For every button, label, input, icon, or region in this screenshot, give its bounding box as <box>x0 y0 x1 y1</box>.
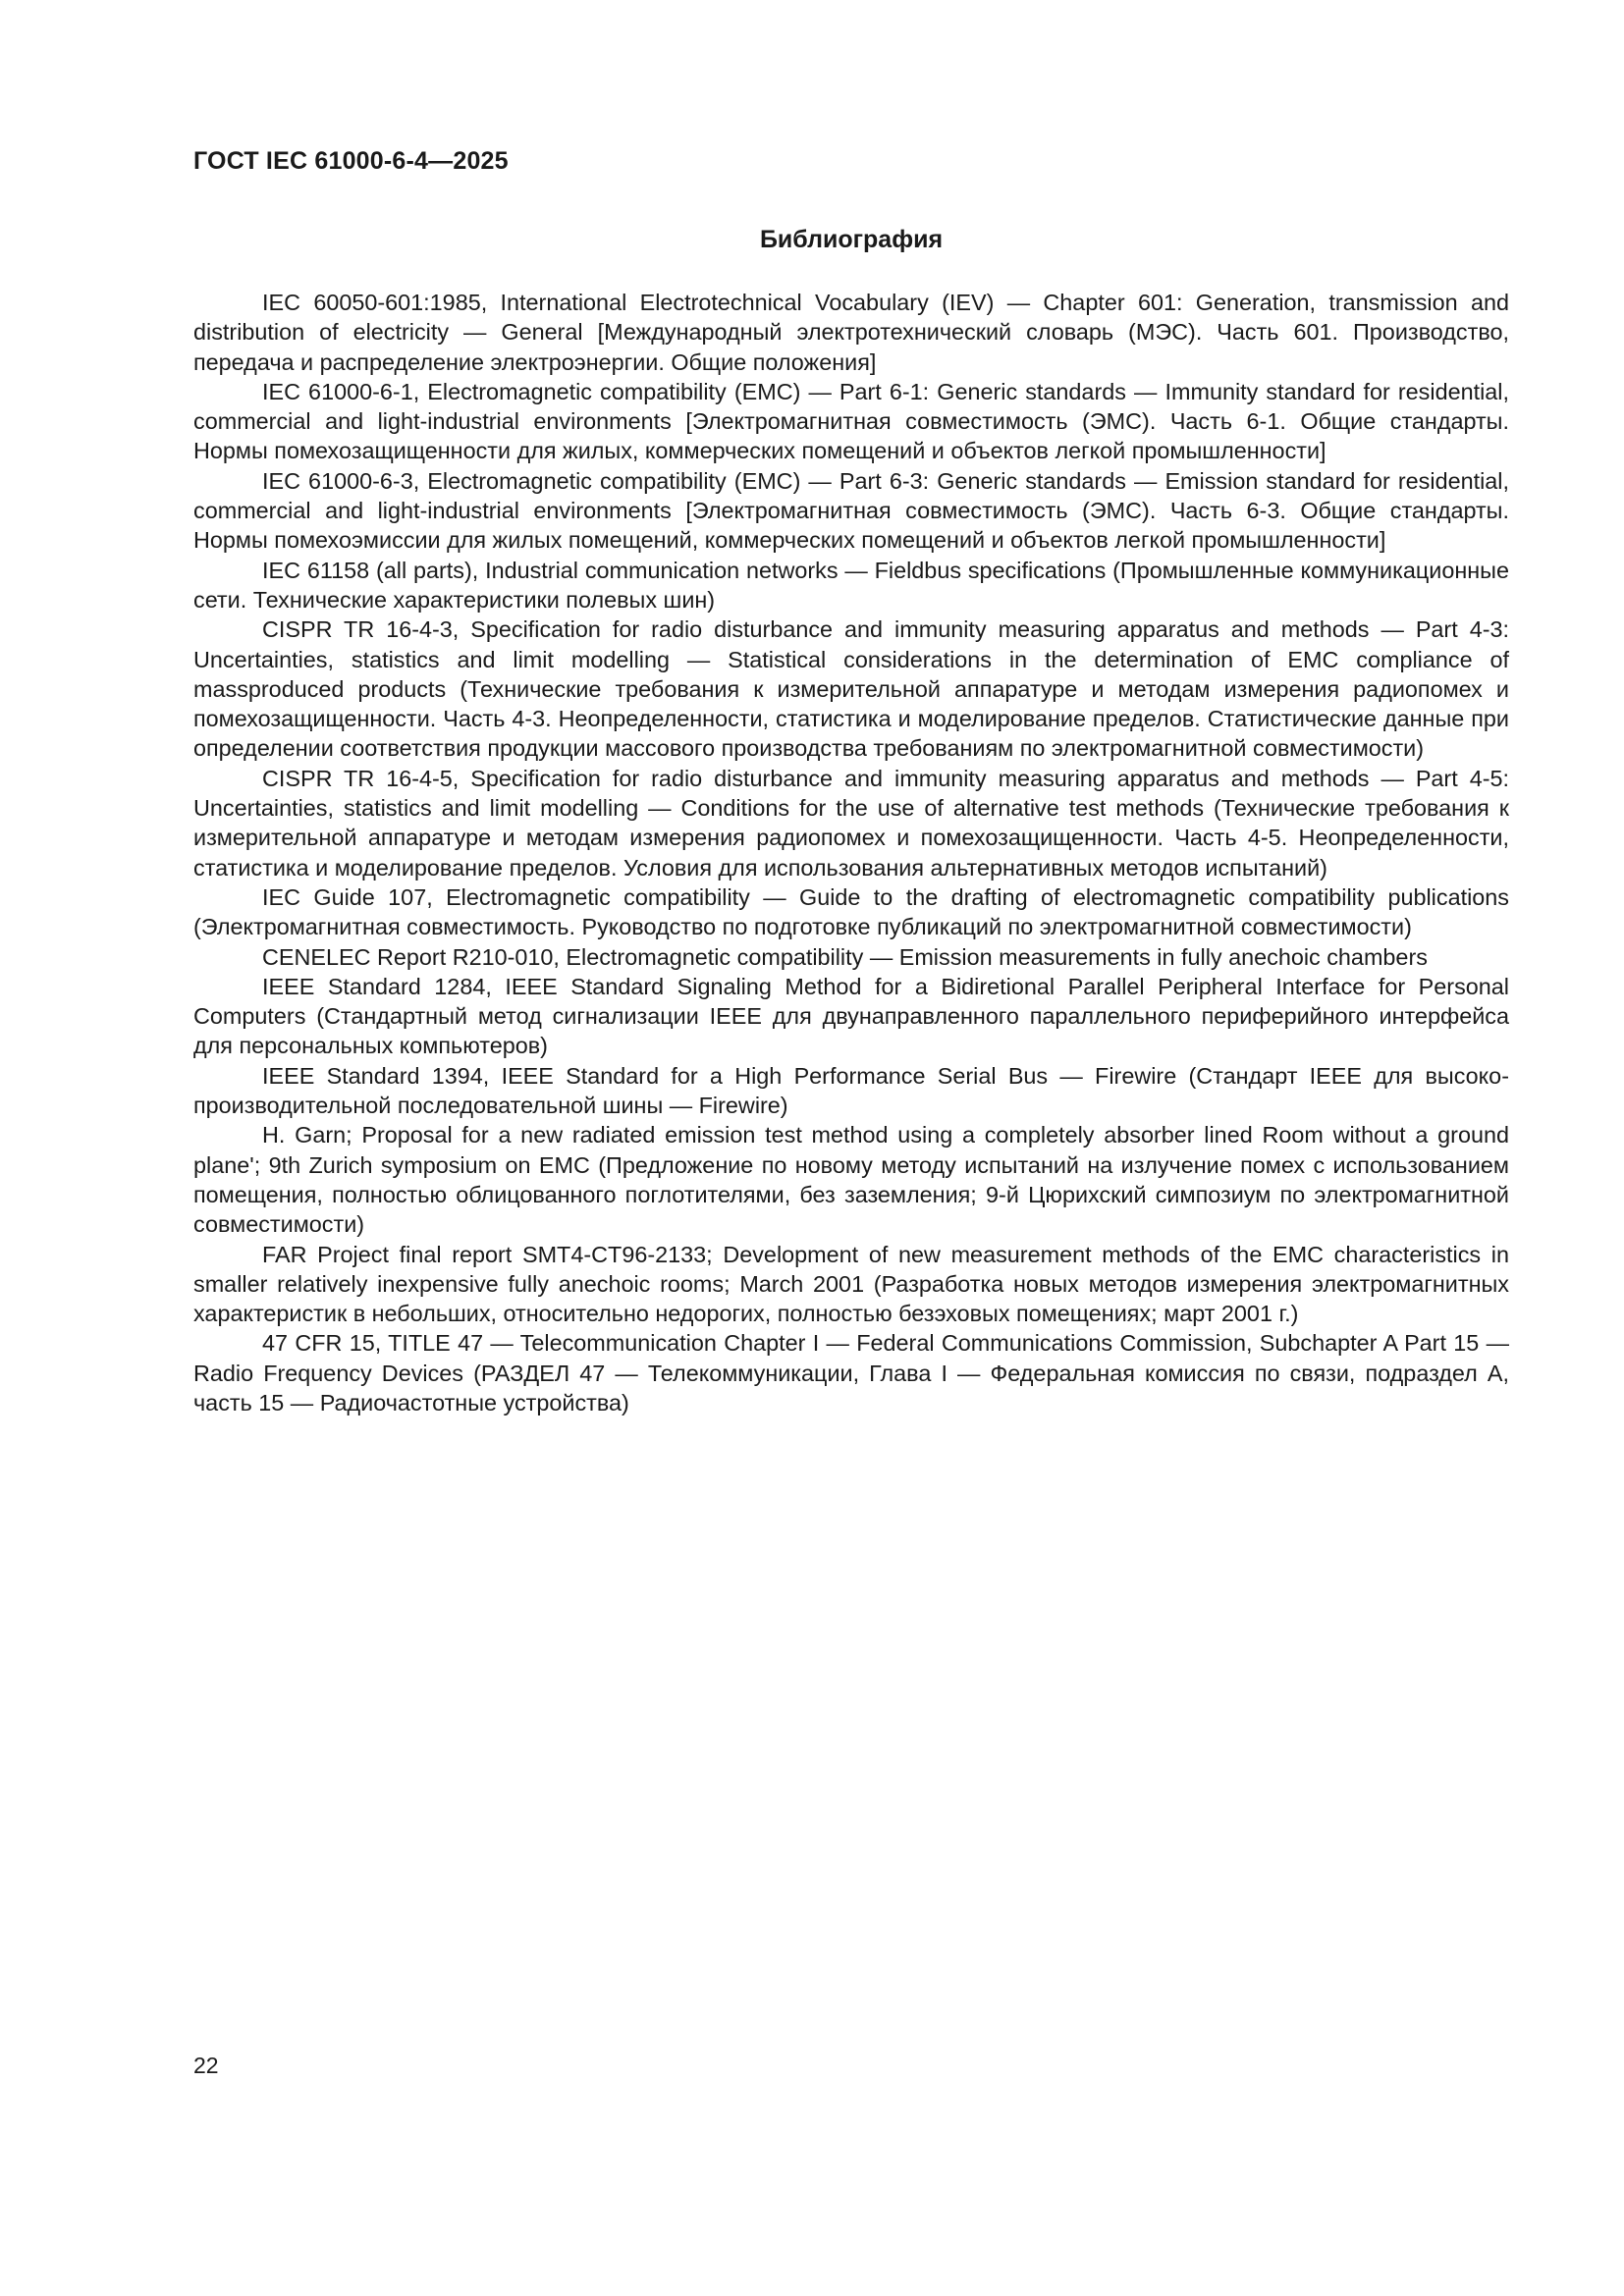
bibliography-entry: CENELEC Report R210-010, Electromagnetic compatibility — Emission measurements in fully anechoic chambers <box>262 943 1428 970</box>
bibliography-list <box>193 288 1509 1417</box>
bibliography-entry: FAR Project final report SMT4-CT96-2133; Development of new measurement methods of the EMC characteristics in smaller relatively inexpensive fully anechoic rooms; March 2001 (Разработка новых методов измерения электромагнитных характеристик в небольших, относительно недорогих, полностью безэховых помещениях; март 2001 г.) <box>193 1241 1509 1327</box>
bibliography-entry: H. Garn; Proposal for a new radiated emission test method using a completely absorber lined Room without a ground plane'; 9th Zurich symposium on EMC (Предложение по новому методу испытаний на излучение помех с использованием помещения, полностью облицованного поглотителями, без заземления; 9-й Цюрихский симпозиум по электромагнитной совместимости) <box>193 1122 1509 1238</box>
bibliography-entry: IEEE Standard 1284, IEEE Standard Signaling Method for a Bidiretional Parallel Peripheral Interface for Personal Computers (Стандартный метод сигнализации IEEE для двунаправленного параллельного периферийного интерфейса для персональных компьютеров) <box>193 973 1509 1059</box>
bibliography-entry: IEEE Standard 1394, IEEE Standard for a High Performance Serial Bus — Firewire (Стандарт IEEE для высокопроизводительной последовательной шины — Firewire) <box>193 1062 1509 1119</box>
bibliography-entry: CISPR TR 16-4-5, Specification for radio disturbance and immunity measuring apparatus and methods — Part 4-5: Uncertainties, statistics and limit modelling — Conditions for the use of alternative test methods (Технические требования к измерительной аппаратуре и методам измерения радиопомех и помехозащищенности. Часть 4-5. Неопределенности, статистика и моделирование пределов. Условия для использования альтернативных методов испытаний) <box>193 765 1509 881</box>
document-header: ГОСТ IEC 61000-6-4—2025 <box>193 147 509 175</box>
bibliography-entry: 47 CFR 15, TITLE 47 — Telecommunication Chapter I — Federal Communications Commission, Subchapter A Part 15 — Radio Frequency Devices (РАЗДЕЛ 47 — Телекоммуникации, Глава I — Федеральная комиссия по связи, подраздел A, часть 15 — Радиочастотные устройства) <box>193 1330 1509 1415</box>
bibliography-entry: IEC 61000-6-3, Electromagnetic compatibility (EMC) — Part 6-3: Generic standards — Emission standard for residential, commercial and light-industrial environments [Электромагнитная совместимость (ЭМС). Часть 6-3. Общие стандарты. Нормы помехоэмиссии для жилых помещений, коммерческих помещений и объектов легкой промышленности] <box>193 467 1509 554</box>
bibliography-entry: IEC 61000-6-1, Electromagnetic compatibility (EMC) — Part 6-1: Generic standards — Immunity standard for residential, commercial and light-industrial environments [Электромагнитная совместимость (ЭМС). Часть 6-1. Общие стандарты. Нормы помехозащищенности для жилых, коммерческих помещений и объектов легкой промышленности] <box>193 378 1509 464</box>
bibliography-entry: IEC 61158 (all parts), Industrial communication networks — Fieldbus specifications (Промышленные коммуникационные сети. Технические характеристики полевых шин) <box>193 557 1509 613</box>
bibliography-entry: CISPR TR 16-4-3, Specification for radio disturbance and immunity measuring apparatus and methods — Part 4-3: Uncertainties, statistics and limit modelling — Statistical considerations in the determination of EMC compliance of massproduced products (Технические требования к измерительной аппаратуре и методам измерения радиопомех и помехозащищенности. Часть 4-3. Неопределенности, статистика и моделирование пределов. Статистические данные при определении соответствия продукции массового производства требованиям по электромагнитной совместимости) <box>193 616 1509 762</box>
bibliography-entry: IEC 60050-601:1985, International Electrotechnical Vocabulary (IEV) — Chapter 601: Generation, transmission and distribution of electricity — General [Международный электротехнический словарь (МЭС). Часть 601. Производство, передача и распределение электроэнергии. Общие положения] <box>193 290 1509 375</box>
page-number: 22 <box>193 2053 219 2078</box>
section-title: Библиография <box>759 226 944 253</box>
bibliography-entry: IEC Guide 107, Electromagnetic compatibility — Guide to the drafting of electromagnetic compatibility publications (Электромагнитная совместимость. Руководство по подготовке публикаций по электромагнитной совместимости) <box>193 883 1509 940</box>
